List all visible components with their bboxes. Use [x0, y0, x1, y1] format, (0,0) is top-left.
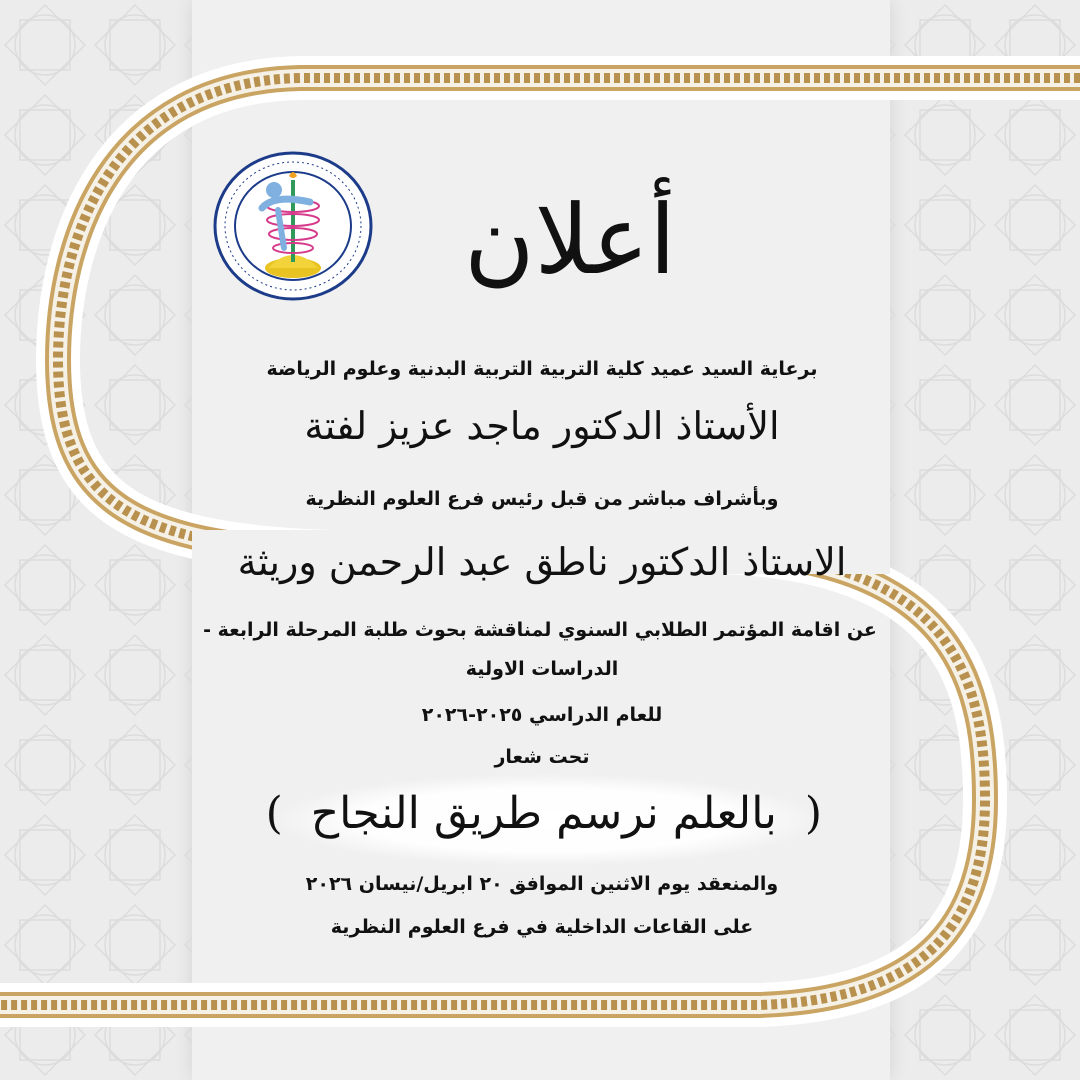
slogan-text: ( بالعلم نرسم طريق النجاح ) — [265, 788, 822, 839]
academic-year: للعام الدراسي ٢٠٢٥-٢٠٢٦ — [421, 704, 663, 726]
department-head-name: الاستاذ الدكتور ناطق عبد الرحمن وريثة — [237, 540, 847, 584]
date-line: والمنعقد يوم الاثنين الموافق ٢٠ ابريل/نيسان ٢٠٢٦ — [305, 873, 779, 895]
event-line-continued: الدراسات الاولية — [465, 658, 619, 680]
supervision-line: وبأشراف مباشر من قبل رئيس فرع العلوم النظرية — [305, 488, 779, 510]
venue-line: على القاعات الداخلية في فرع العلوم النظرية — [330, 916, 754, 938]
announcement-title: أعلان — [464, 184, 676, 296]
slogan-label: تحت شعار — [494, 746, 590, 768]
patronage-line: برعاية السيد عميد كلية التربية التربية البدنية وعلوم الرياضة — [266, 358, 818, 380]
right-pattern — [890, 0, 1080, 1080]
dean-name: الأستاذ الدكتور ماجد عزيز لفتة — [304, 404, 780, 448]
event-line: عن اقامة المؤتمر الطلابي السنوي لمناقشة بحوث طلبة المرحلة الرابعة - — [203, 619, 877, 641]
college-seal-icon — [212, 150, 374, 302]
slogan-banner — [265, 772, 822, 868]
